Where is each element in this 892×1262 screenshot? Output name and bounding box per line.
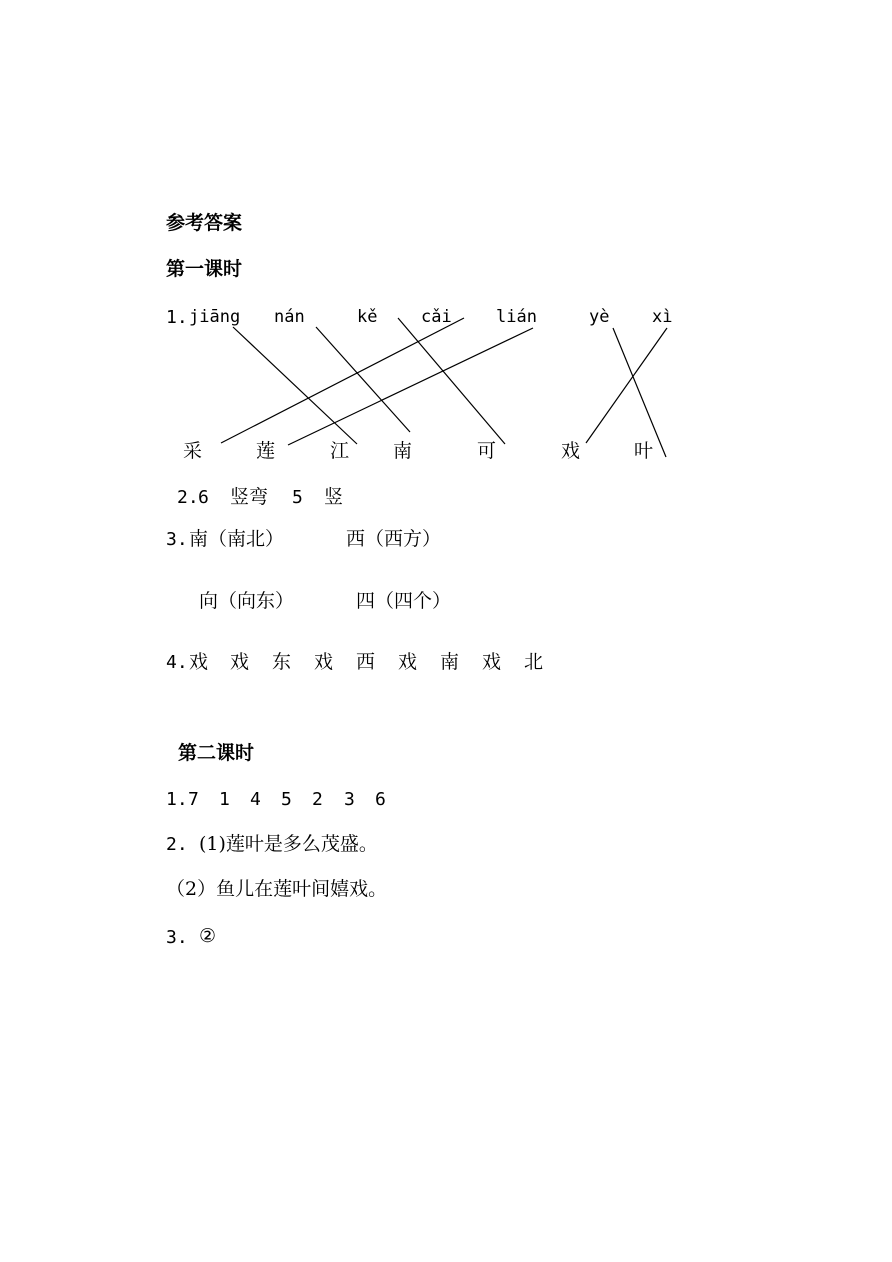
l1-q2-item: 竖	[324, 486, 344, 508]
l1-q4-item: 东	[272, 651, 292, 673]
l1-q4-item: 戏	[398, 651, 418, 673]
l2-q1-item: 3	[344, 789, 355, 810]
lesson2-heading: 第二课时	[178, 742, 255, 764]
pinyin-cai: cǎi	[421, 307, 452, 327]
l1-q4-number: 4.	[166, 652, 188, 673]
pinyin-ke: kě	[357, 307, 378, 327]
l1-q4-item: 北	[524, 651, 544, 673]
l2-q1-item: 2	[312, 789, 323, 810]
l1-q1-number: 1.	[166, 307, 188, 328]
pinyin-xi: xì	[652, 307, 673, 327]
l2-q2-line2: （2）鱼儿在莲叶间嬉戏。	[166, 878, 388, 900]
pinyin-lian: lián	[496, 307, 537, 327]
l1-q3-answer: 四（四个）	[356, 590, 452, 612]
answer-key-title: 参考答案	[166, 212, 243, 234]
char-jiang: 江	[330, 440, 350, 462]
l2-q3-answer: ②	[199, 925, 217, 947]
l1-q4-item: 戏	[230, 651, 250, 673]
l1-q2-item: 6	[198, 487, 209, 508]
l2-q1-item: 5	[281, 789, 292, 810]
l2-q1-item: 1	[219, 789, 230, 810]
l1-q2-item: 竖弯	[230, 486, 269, 508]
char-nan: 南	[393, 440, 413, 462]
l1-q2-item: 5	[292, 487, 303, 508]
char-xi: 戏	[561, 440, 581, 462]
l1-q4-item: 戏	[314, 651, 334, 673]
l2-q2-number: 2.	[166, 834, 188, 855]
l1-q2-number: 2.	[177, 487, 199, 508]
pinyin-jiang: jiāng	[189, 307, 241, 327]
pinyin-ye: yè	[589, 307, 610, 327]
match-line-jiang	[233, 327, 357, 444]
pinyin-nan: nán	[274, 307, 305, 327]
l1-q3-answer: 向（向东）	[199, 590, 295, 612]
match-line-xi	[586, 328, 667, 443]
l2-q1-item: 6	[375, 789, 386, 810]
lesson1-heading: 第一课时	[166, 258, 243, 280]
l1-q4-item: 西	[356, 651, 376, 673]
l1-q4-item: 戏	[482, 651, 502, 673]
l2-q2-line1: (1)莲叶是多么茂盛。	[199, 833, 378, 855]
l2-q1-number: 1.	[166, 789, 188, 810]
char-ke: 可	[477, 440, 497, 462]
char-lian: 莲	[256, 440, 276, 462]
l2-q1-item: 7	[188, 789, 199, 810]
l1-q3-number: 3.	[166, 529, 188, 550]
match-line-nan	[316, 327, 410, 432]
match-line-ke	[398, 318, 505, 444]
l2-q1-item: 4	[250, 789, 261, 810]
l2-q3-number: 3.	[166, 927, 188, 948]
l1-q4-item: 南	[440, 651, 460, 673]
char-cai: 采	[183, 440, 203, 462]
l1-q3-answer: 西（西方）	[346, 528, 442, 550]
l1-q3-answer: 南（南北）	[189, 528, 285, 550]
match-line-cai	[221, 318, 464, 443]
char-ye: 叶	[634, 440, 654, 462]
l1-q4-item: 戏	[189, 651, 209, 673]
